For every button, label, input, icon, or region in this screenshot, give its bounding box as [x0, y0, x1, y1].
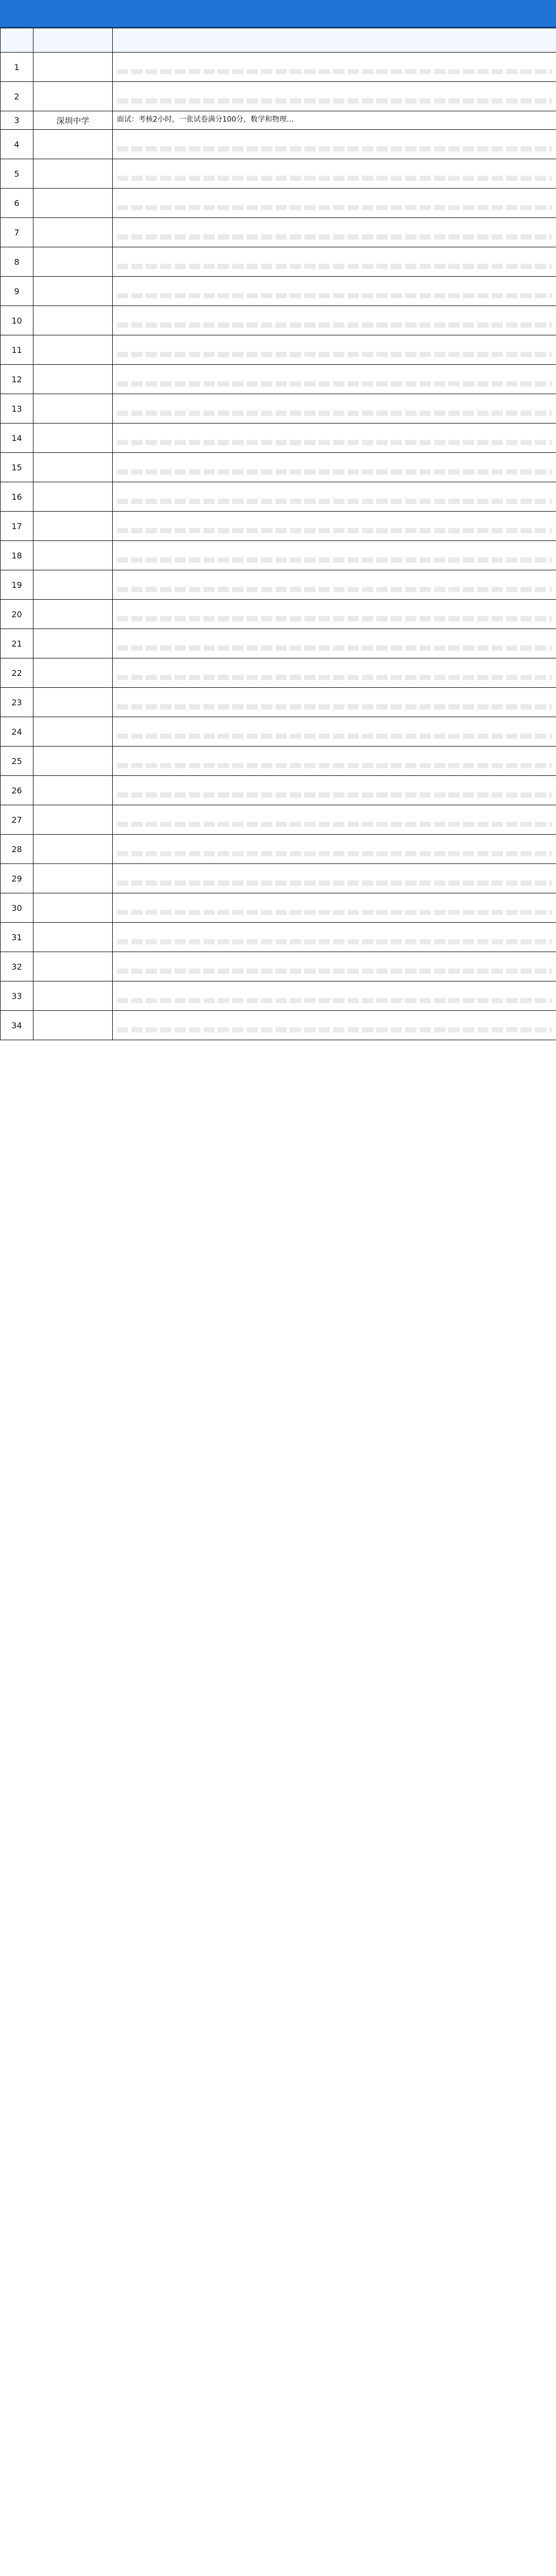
- content-placeholder: [117, 176, 552, 181]
- school-name: [33, 130, 113, 159]
- content-cell: [113, 717, 556, 747]
- table-row: [1, 923, 556, 952]
- school-name: [33, 541, 113, 570]
- row-number: 21: [1, 629, 33, 658]
- table-row: [1, 482, 556, 512]
- table-row: [1, 541, 556, 570]
- content-placeholder: [117, 352, 552, 357]
- content-line: [117, 485, 552, 495]
- content-placeholder: [117, 440, 552, 445]
- table-row: [1, 658, 556, 688]
- school-name: [33, 1011, 113, 1040]
- content-line: [117, 368, 552, 377]
- row-number: 7: [1, 218, 33, 247]
- school-name: [33, 747, 113, 776]
- content-line: [117, 926, 552, 935]
- table-row: [1, 805, 556, 835]
- row-number: 31: [1, 923, 33, 952]
- content-placeholder: [117, 411, 552, 416]
- content-placeholder: [117, 381, 552, 386]
- row-number: 16: [1, 482, 33, 512]
- content-line: [117, 573, 552, 583]
- row-number: 32: [1, 952, 33, 981]
- row-number: 20: [1, 600, 33, 629]
- content-line: [117, 309, 552, 318]
- school-name: [33, 688, 113, 717]
- table-row: [1, 952, 556, 981]
- school-name: [33, 893, 113, 923]
- table-row: [1, 247, 556, 277]
- table-row: [1, 688, 556, 717]
- table-row: [1, 1011, 556, 1040]
- content-line: [117, 85, 552, 94]
- content-line: [117, 133, 552, 142]
- school-name: [33, 423, 113, 453]
- content-placeholder: [117, 264, 552, 269]
- school-name: [33, 82, 113, 111]
- row-number: 30: [1, 893, 33, 923]
- school-name: [33, 365, 113, 394]
- table-row: [1, 981, 556, 1011]
- content-cell: [113, 1011, 556, 1040]
- table-header-row: [1, 28, 556, 53]
- content-cell: [113, 365, 556, 394]
- header-cell-school: [33, 28, 113, 53]
- content-placeholder: [117, 939, 552, 944]
- row-number: 10: [1, 306, 33, 335]
- row-number: 5: [1, 159, 33, 189]
- row-number: 1: [1, 53, 33, 82]
- row-number: 11: [1, 335, 33, 365]
- content-cell: [113, 600, 556, 629]
- content-placeholder: [117, 675, 552, 680]
- content-line: [117, 1014, 552, 1023]
- content-cell: [113, 218, 556, 247]
- content-line: [117, 838, 552, 847]
- content-line: [117, 456, 552, 465]
- row-number: 4: [1, 130, 33, 159]
- row-number: 3: [1, 111, 33, 130]
- table-row: [1, 453, 556, 482]
- content-placeholder: [117, 998, 552, 1003]
- content-line: [117, 632, 552, 641]
- content-placeholder: [117, 469, 552, 474]
- content-cell: [113, 512, 556, 541]
- content-line: [117, 250, 552, 260]
- header-cell-number: [1, 28, 33, 53]
- content-cell: [113, 247, 556, 277]
- school-name: [33, 981, 113, 1011]
- content-placeholder: [117, 616, 552, 621]
- content-placeholder: [117, 704, 552, 709]
- table-row: [1, 423, 556, 453]
- school-name: [33, 717, 113, 747]
- content-line: [117, 985, 552, 994]
- school-name: [33, 306, 113, 335]
- table-row: [1, 159, 556, 189]
- content-cell: [113, 159, 556, 189]
- content-cell: [113, 306, 556, 335]
- table-row: [1, 130, 556, 159]
- content-line: [117, 662, 552, 671]
- content-cell: [113, 335, 556, 365]
- content-line: [117, 955, 552, 964]
- row-number: 24: [1, 717, 33, 747]
- school-name: [33, 923, 113, 952]
- content-placeholder: [117, 98, 552, 104]
- table-row: [1, 512, 556, 541]
- content-line: [117, 280, 552, 289]
- row-number: 18: [1, 541, 33, 570]
- content-placeholder: [117, 234, 552, 240]
- content-placeholder: [117, 293, 552, 298]
- school-name: [33, 805, 113, 835]
- school-name: [33, 600, 113, 629]
- school-name: [33, 952, 113, 981]
- table-row: [1, 776, 556, 805]
- row-number: 27: [1, 805, 33, 835]
- row-number: 23: [1, 688, 33, 717]
- school-name: 深圳中学: [33, 111, 113, 130]
- content-placeholder: [117, 323, 552, 328]
- row-number: 33: [1, 981, 33, 1011]
- school-name: [33, 776, 113, 805]
- header-cell-content: [113, 28, 556, 53]
- table-row: [1, 629, 556, 658]
- school-name: [33, 835, 113, 864]
- school-name: [33, 218, 113, 247]
- table-row: [1, 306, 556, 335]
- content-placeholder: [117, 587, 552, 592]
- content-placeholder: [117, 205, 552, 210]
- content-cell: [113, 130, 556, 159]
- table-row: [1, 111, 556, 130]
- row-number: 25: [1, 747, 33, 776]
- content-placeholder: [117, 969, 552, 974]
- row-number: 9: [1, 277, 33, 306]
- content-line: [117, 779, 552, 788]
- table-row: [1, 218, 556, 247]
- content-cell: [113, 835, 556, 864]
- table-row: [1, 365, 556, 394]
- content-line: [117, 691, 552, 700]
- content-line: [117, 221, 552, 230]
- school-name: [33, 512, 113, 541]
- row-number: 29: [1, 864, 33, 893]
- content-placeholder: [117, 763, 552, 768]
- table-row: [1, 335, 556, 365]
- content-cell: [113, 981, 556, 1011]
- content-cell: [113, 82, 556, 111]
- table-row: [1, 835, 556, 864]
- row-number: 13: [1, 394, 33, 423]
- content-line: [117, 192, 552, 201]
- row-number: 34: [1, 1011, 33, 1040]
- table-row: [1, 747, 556, 776]
- school-name: [33, 247, 113, 277]
- content-placeholder: [117, 528, 552, 533]
- school-name: [33, 277, 113, 306]
- content-cell: [113, 570, 556, 600]
- content-cell: [113, 277, 556, 306]
- school-name: [33, 453, 113, 482]
- row-number: 28: [1, 835, 33, 864]
- content-placeholder: [117, 734, 552, 739]
- table-row: [1, 600, 556, 629]
- content-cell: [113, 864, 556, 893]
- content-placeholder: [117, 1027, 552, 1032]
- content-cell: [113, 541, 556, 570]
- table-row: [1, 277, 556, 306]
- content-placeholder: [117, 851, 552, 856]
- row-number: 19: [1, 570, 33, 600]
- content-cell: [113, 952, 556, 981]
- row-number: 14: [1, 423, 33, 453]
- table-header: [1, 28, 556, 53]
- content-cell: [113, 629, 556, 658]
- content-line: 面试：考核2小时，一张试卷满分100分，数学和物理…: [117, 115, 294, 124]
- content-placeholder: [117, 822, 552, 827]
- content-placeholder: [117, 910, 552, 915]
- school-name: [33, 53, 113, 82]
- content-line: [117, 720, 552, 730]
- content-cell: [113, 394, 556, 423]
- table-body: [1, 53, 556, 1040]
- table-row: [1, 717, 556, 747]
- content-cell: [113, 189, 556, 218]
- table-row: [1, 82, 556, 111]
- content-cell: [113, 423, 556, 453]
- content-cell: [113, 453, 556, 482]
- content-line: [117, 397, 552, 406]
- content-line: [117, 338, 552, 348]
- table-row: [1, 570, 556, 600]
- row-number: 22: [1, 658, 33, 688]
- school-name: [33, 570, 113, 600]
- content-line: [117, 808, 552, 818]
- row-number: 8: [1, 247, 33, 277]
- table-row: [1, 893, 556, 923]
- content-line: [117, 896, 552, 906]
- content-placeholder: [117, 646, 552, 651]
- content-placeholder: [117, 557, 552, 563]
- content-line: [117, 750, 552, 759]
- row-number: 2: [1, 82, 33, 111]
- page-title: [0, 0, 556, 28]
- table-row: [1, 864, 556, 893]
- table-row: [1, 189, 556, 218]
- row-number: 15: [1, 453, 33, 482]
- row-number: 6: [1, 189, 33, 218]
- content-line: [117, 867, 552, 876]
- table-row: [1, 53, 556, 82]
- content-line: [117, 603, 552, 612]
- school-name: [33, 189, 113, 218]
- school-name: [33, 864, 113, 893]
- content-cell: [113, 776, 556, 805]
- content-cell: [113, 893, 556, 923]
- content-placeholder: [117, 146, 552, 151]
- school-name: [33, 482, 113, 512]
- school-name: [33, 629, 113, 658]
- school-name: [33, 658, 113, 688]
- school-name: [33, 159, 113, 189]
- school-name: [33, 335, 113, 365]
- content-line: [117, 56, 552, 65]
- content-placeholder: [117, 69, 552, 74]
- content-cell: [113, 688, 556, 717]
- content-cell: [113, 658, 556, 688]
- school-table: [0, 28, 556, 1040]
- content-cell: [113, 482, 556, 512]
- school-name: [33, 394, 113, 423]
- content-cell: [113, 747, 556, 776]
- content-placeholder: [117, 792, 552, 798]
- row-number: 12: [1, 365, 33, 394]
- content-placeholder: [117, 499, 552, 504]
- content-placeholder: [117, 880, 552, 886]
- content-line: [117, 544, 552, 553]
- content-line: [117, 515, 552, 524]
- content-line: [117, 162, 552, 172]
- content-cell: [113, 111, 556, 130]
- row-number: 17: [1, 512, 33, 541]
- content-cell: [113, 923, 556, 952]
- table-row: [1, 394, 556, 423]
- content-cell: [113, 53, 556, 82]
- content-line: [117, 427, 552, 436]
- row-number: 26: [1, 776, 33, 805]
- content-cell: [113, 805, 556, 835]
